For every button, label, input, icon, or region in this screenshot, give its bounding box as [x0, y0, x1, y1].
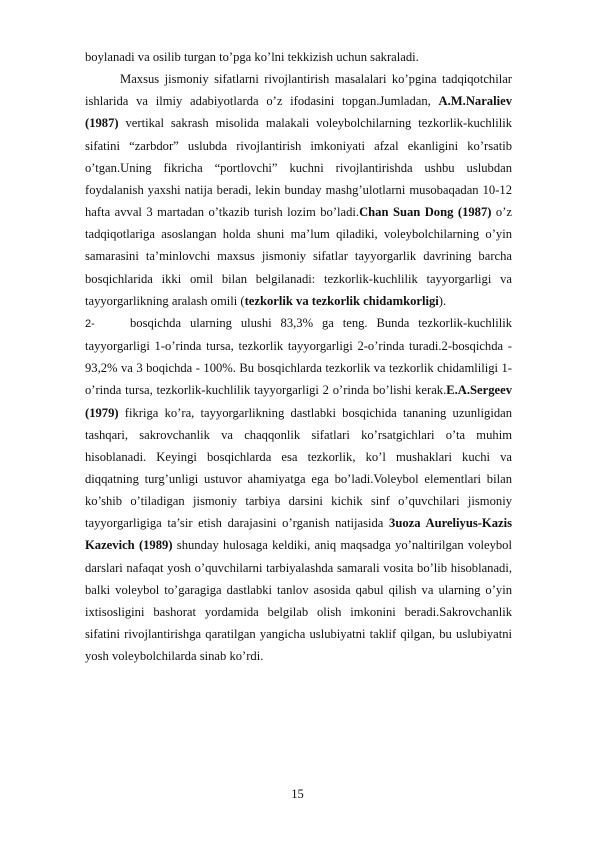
p3-text-e: shunday hulosaga keldiki, aniq maqsadga yo’naltirilgan voleybol darslari nafaqat yosh o’quvchilarni tarbiyalashda samarali vosita bo’lib hisoblanadi, balki voleybol to’garagiga dastlabki tanlov asosida qabul qilish va ularning o’yin ixtisosligini bashorat yordamida belgilab olish imkonini beradi.Sakrovchanlik sifatini rivojlantirishga qaratilgan yangicha uslubiyatni taklif qilgan, bu uslubiyatni yosh voleybolchilarda sinab ko’rdi.	[85, 538, 512, 664]
page-number: 15	[291, 787, 304, 801]
author-citation-chan-suan-dong: Chan Suan Dong (1987)	[359, 205, 492, 220]
paragraph-1-text: boylanadi va osilib turgan to’pga ko’lni tekkizish uchun sakraladi.	[85, 50, 419, 64]
body-text	[85, 46, 512, 667]
paragraph-1	[85, 46, 512, 68]
p3-text-c: fikriga ko’ra, tayyorgarlikning dastlabki bosqichida tananing uzunligidan tashqari, sakrovchanlik va chaqqonlik sifatlari ko’rsatgichlari o’ta muhim hisoblanadi. Keyingi bosqichlarda esa tezkorlik, ko’l mushaklari kuchi va diqqatning turg’unligi ustuvor ahamiyatga ega bo’ladi.Voleybol elementlari bilan ko’shib o’tiladigan jismoniy tarbiya darsini kichik sinf o’quvchilari jismoniy tayyorgarligiga ta’sir etish darajasini o’rganish natijasida	[85, 405, 512, 531]
p3-text-a: bosqichda ularning ulushi 83,3% ga teng. Bunda tezkorlik-kuchlilik tayyorgarligi 1-o’rinda tursa, tezkorlik tayyorgarligi 2-o’rinda turadi.2-bosqichda - 93,2% va 3 boqichda - 100%. Bu bosqichlarda tezkorlik va tezkorlik chidamliligi 1-o’rinda tursa, tezkorlik-kuchlilik tayyorgarligi 2 o’rinda bo’lishi kerak.	[85, 315, 512, 398]
bold-term: tezkorlik va tezkorlik chidamkorligi	[244, 293, 439, 308]
p2-text-g: ).	[438, 293, 447, 308]
paragraph-3	[85, 312, 512, 668]
paragraph-2	[85, 68, 512, 312]
p2-text-c: vertikal sakrash misolida malakali voleybolchilarning tezkorlik-kuchlilik sifatini “zarbdor” uslubda rivojlantirish imkoniyati afzal ekanligini ko’rsatib o’tgan.Uning fikricha “portlovchi” kuchni rivojlantirishda ushbu uslubdan foydalanish yaxshi natija beradi, lekin bunday mashg’ulotlarni musobaqadan 10-12 hafta avval 3 martadan o’tkazib turish lozim bo’ladi.	[85, 116, 512, 220]
p2-text-a: Maxsus jismoniy sifatlarni rivojlantirish masalalari ko’pgina tadqiqotchilar ishlarida va ilmiy adabiyotlarda o’z ifodasini topgan.Jumladan,	[85, 72, 512, 109]
p2-text-e: o’z tadqiqotlariga asoslangan holda shuni ma’lum qiladiki, voleybolchilarning o’yin samarasini ta’minlovchi maxsus jismoniy sifatlar tayyorgarlik davrining barcha bosqichlarida ikki omil bilan belgilanadi: tezkorlik-kuchlilik tayyorgarligi va tayyorgarlikning aralash omili (	[85, 205, 512, 308]
author-citation-naraliev: A.M.Naraliev (1987)	[85, 94, 512, 131]
author-citation-sergeev: E.A.Sergeev (1979)	[85, 383, 512, 420]
list-number: 2-	[85, 317, 95, 330]
author-citation-kazevich: 3uoza Aureliyus-Kazis Kazevich (1989)	[85, 516, 512, 553]
